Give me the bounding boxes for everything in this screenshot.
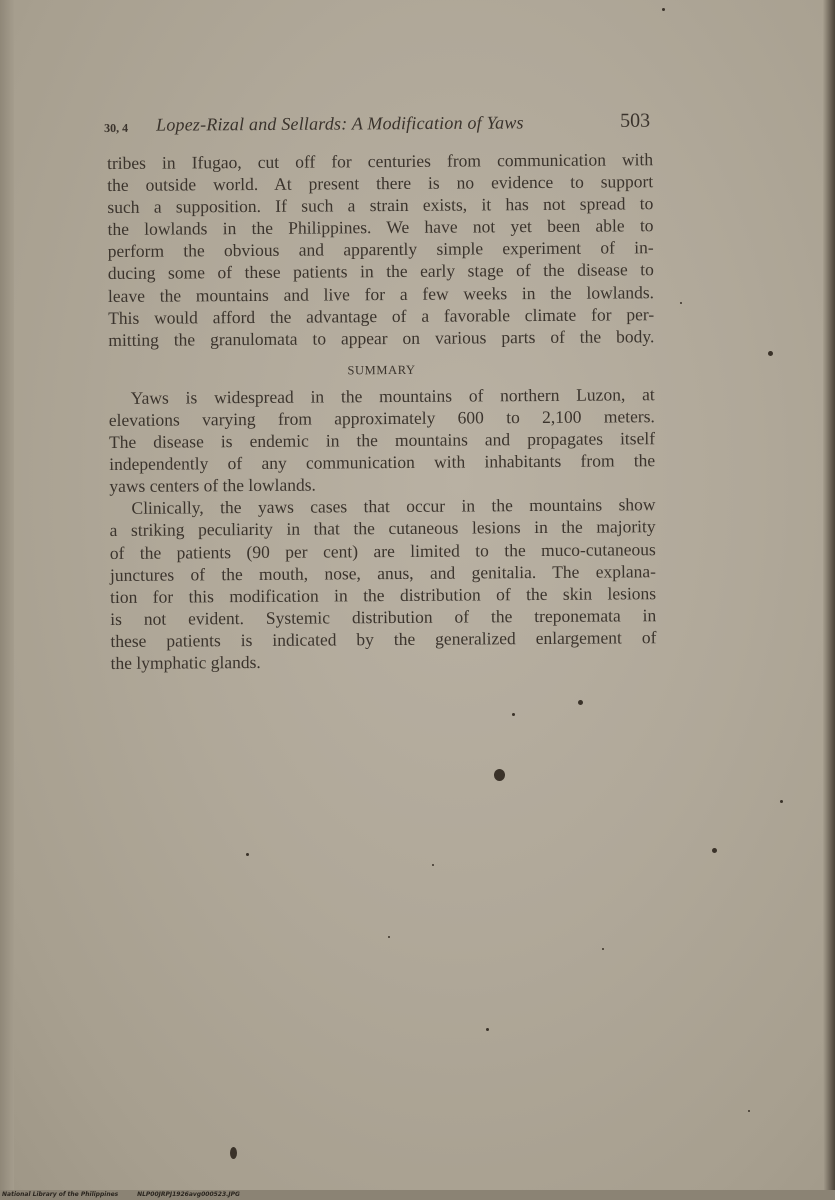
page-edge-left — [0, 0, 14, 1200]
text-line: tion for this modification in the distribution of the skin lesions — [110, 582, 657, 607]
scan-speck — [712, 848, 717, 853]
text-line: is not evident. Systemic distribution of the treponemata in — [110, 604, 657, 629]
text-line: junctures of the mouth, nose, anus, and genitalia. The explana- — [109, 560, 657, 585]
text-line: perform the obvious and apparently simple experiment of in- — [107, 237, 654, 262]
text-line: the outside world. At present there is no evidence to support — [107, 171, 654, 196]
text-line: such a supposition. If such a strain exists, it has not spread to — [107, 193, 654, 218]
text-line: tribes in Ifugao, cut off for centuries from communication with — [107, 149, 654, 173]
text-line: ducing some of these patients in the early stage of the disease to — [107, 259, 654, 284]
text-line: yaws centers of the lowlands. — [109, 474, 316, 497]
scan-speck — [494, 769, 505, 781]
page-edge-right — [823, 0, 835, 1200]
summary-heading: SUMMARY — [347, 362, 416, 378]
page-number: 503 — [619, 109, 651, 132]
paragraph-3 — [109, 493, 656, 674]
volume-issue: 30, 4 — [104, 120, 129, 135]
scan-speck — [780, 800, 783, 803]
text-line: a striking peculiarity in that the cutaneous lesions in the majority — [109, 516, 656, 541]
text-line: mitting the granulomata to appear on various parts of the body. — [108, 325, 655, 350]
text-line: The disease is endemic in the mountains and propagates itself — [108, 428, 656, 453]
text-line: the lymphatic glands. — [110, 651, 261, 673]
scan-speck — [578, 700, 583, 705]
text-line: elevations varying from approximately 600 to 2,100 meters. — [108, 406, 655, 430]
scan-speck — [432, 864, 434, 866]
text-line: Yaws is widespread in the mountains of northern Luzon, at — [130, 384, 655, 408]
scan-speck — [486, 1028, 489, 1031]
text-line: leave the mountains and live for a few weeks in the lowlands. — [107, 281, 655, 306]
scan-speck — [246, 853, 249, 856]
article-running-title: Lopez-Rizal and Sellards: A Modification of Yaws — [156, 112, 524, 135]
text-line: Clinically, the yaws cases that occur in the mountains show — [131, 494, 656, 519]
scan-speck — [512, 713, 515, 716]
scan-speck — [768, 351, 773, 356]
scan-speck — [748, 1110, 750, 1112]
scan-speck — [602, 948, 604, 950]
article-body — [107, 148, 657, 674]
text-line: the lowlands in the Philippines. We have not yet been able to — [107, 215, 654, 240]
library-credit: National Library of the Philippines — [2, 1191, 119, 1198]
scan-speck — [680, 302, 682, 304]
text-line: these patients is indicated by the generalized enlargement of — [110, 627, 657, 651]
paragraph-2 — [109, 383, 656, 497]
running-head — [104, 109, 652, 140]
scan-speck — [388, 936, 390, 938]
scan-credit — [2, 1191, 240, 1198]
scan-speck — [230, 1147, 237, 1159]
text-line: of the patients (90 per cent) are limited to the muco-cutaneous — [109, 538, 656, 563]
text-line: This would afford the advantage of a favorable climate for per- — [108, 303, 655, 328]
scan-file-id: NLP00JRPJ1926avg000523.JPG — [137, 1191, 240, 1198]
paragraph-1 — [107, 148, 654, 351]
scan-speck — [662, 8, 665, 11]
text-line: independently of any communication with inhabitants from the — [109, 450, 656, 475]
